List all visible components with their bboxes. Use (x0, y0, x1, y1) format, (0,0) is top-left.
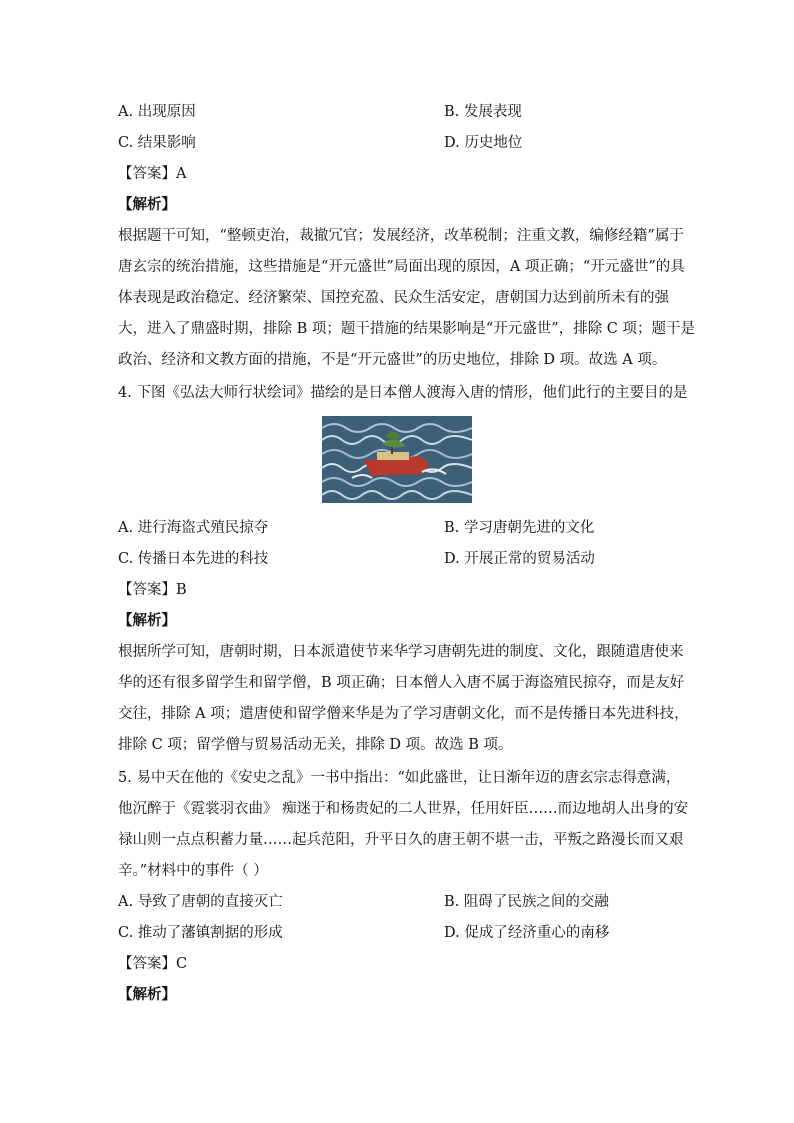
q5-stem-line: 他沉醉于《霓裳羽衣曲》 痴迷于和杨贵妃的二人世界，任用奸臣……而边地胡人出身的安 (118, 801, 689, 817)
q3-option-b: B. 发展表现 (444, 104, 522, 120)
q5-option-a: A. 导致了唐朝的直接灭亡 (118, 894, 283, 910)
q3-answer: 【答案】A (118, 166, 187, 182)
q3-option-a: A. 出现原因 (118, 104, 196, 120)
q5-option-d: D. 促成了经济重心的南移 (444, 925, 610, 941)
q4-analysis-line: 排除 C 项；留学僧与贸易活动无关，排除 D 项。故选 B 项。 (118, 737, 513, 753)
q4-option-b: B. 学习唐朝先进的文化 (444, 520, 595, 536)
q4-analysis-line: 根据所学可知，唐朝时期，日本派遣使节来华学习唐朝先进的制度、文化，跟随遣唐使来 (118, 644, 684, 660)
q3-analysis-line: 唐玄宗的统治措施，这些措施是“开元盛世”局面出现的原因，A 项正确；“开元盛世”的具 (118, 259, 685, 275)
q5-stem-line: 禄山则一点点积蓄力量……起兵范阳，升平日久的唐王朝不堪一击，平叛之路漫长而又艰 (118, 832, 684, 848)
q5-option-b: B. 阻碍了民族之间的交融 (444, 894, 609, 910)
q5-analysis-label: 【解析】 (118, 986, 176, 1003)
q3-option-c: C. 结果影响 (118, 135, 196, 151)
q4-option-d: D. 开展正常的贸易活动 (444, 551, 595, 567)
q4-option-c: C. 传播日本先进的科技 (118, 551, 269, 567)
q5-answer: 【答案】C (118, 956, 188, 972)
q3-analysis-label: 【解析】 (118, 196, 176, 213)
monk-voyage-illustration (322, 416, 472, 503)
q4-analysis-line: 交往，排除 A 项；遣唐使和留学僧来华是为了学习唐朝文化，而不是传播日本先进科技， (118, 706, 689, 722)
q4-answer: 【答案】B (118, 582, 187, 598)
q3-analysis-line: 根据题干可知，“整顿吏治，裁撤冗官；发展经济，改革税制；注重文教，编修经籍”属于 (118, 228, 684, 244)
q4-analysis-label: 【解析】 (118, 612, 176, 629)
q3-analysis-line: 政治、经济和文教方面的措施，不是“开元盛世”的历史地位，排除 D 项。故选 A 项。 (118, 352, 667, 368)
q3-analysis-line: 大，进入了鼎盛时期，排除 B 项；题干措施的结果影响是“开元盛世”，排除 C 项；题干是 (118, 321, 696, 337)
q5-stem-line: 5. 易中天在他的《安史之乱》一书中指出：“如此盛世，让日渐年迈的唐玄宗志得意满， (118, 770, 681, 786)
q4-option-a: A. 进行海盗式殖民掠夺 (118, 520, 269, 536)
q3-option-d: D. 历史地位 (444, 135, 523, 151)
q4-analysis-line: 华的还有很多留学生和留学僧，B 项正确；日本僧人入唐不属于海盗殖民掠夺，而是友好 (118, 675, 685, 691)
q3-analysis-line: 体表现是政治稳定、经济繁荣、国控充盈、民众生活安定，唐朝国力达到前所未有的强 (118, 290, 669, 306)
q4-stem: 4. 下图《弘法大师行状绘词》描绘的是日本僧人渡海入唐的情形，他们此行的主要目的是 (118, 385, 688, 401)
q5-stem-line: 辛。”材料中的事件（ ） (118, 863, 268, 879)
q5-option-c: C. 推动了藩镇割据的形成 (118, 925, 283, 941)
